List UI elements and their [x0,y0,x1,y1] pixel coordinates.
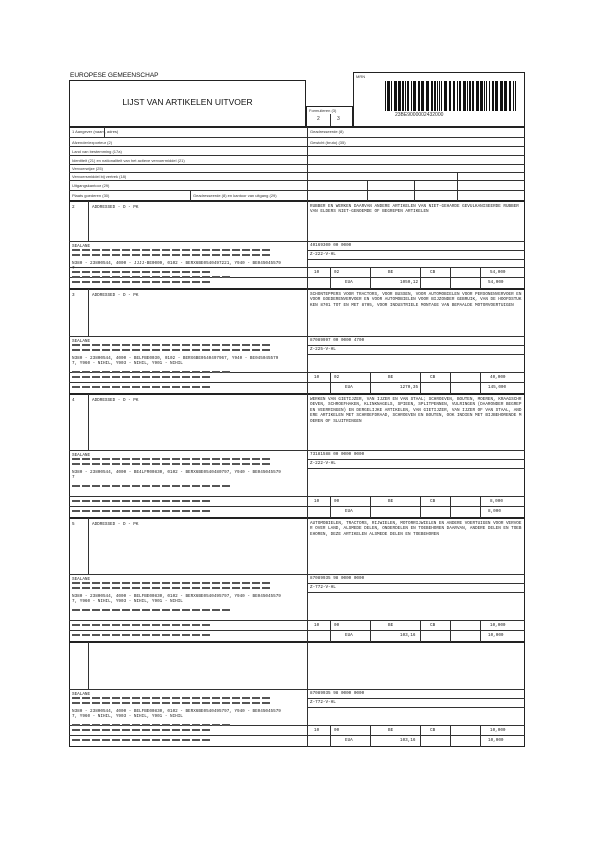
item-cell-divider [330,372,331,394]
item-dash [72,702,272,704]
item-cell-e: 8,000 [490,499,503,504]
item-cell-c: BE [388,499,394,504]
item-dash [72,697,272,699]
item-divider [88,289,89,336]
item-hs-code: 87089935 98 0000 0000 [310,576,365,581]
item-sealane: SEALANE [72,244,91,249]
barcode-bar [441,81,442,111]
item-cell-e: 10,000 [490,623,506,628]
item-line [69,620,525,621]
barcode-number: 23BE9000002432000 [395,112,444,118]
item-cell-c: BE [388,270,394,275]
item-addressed: ADDRESSED - D - PK [92,293,139,298]
item-dash [72,510,212,512]
item-line [307,345,525,346]
item-value: 103,16 [400,633,416,638]
item-line [307,336,525,337]
head-field: Afzender/exporteur (2) [72,140,113,145]
item-hs-code: 87089935 98 0000 0000 [310,691,365,696]
item-cell-d: CB [430,623,436,628]
barcode-bar [444,81,447,111]
item-cell-divider [330,267,331,289]
item-cell-b: 02 [334,375,340,380]
barcode-bar [431,81,433,111]
item-cell-a: 10 [314,375,320,380]
item-dash [72,463,272,465]
item-line [307,583,525,584]
item-sealane: SEALANE [72,339,91,344]
barcode-bar [476,81,479,111]
barcode-bar [459,81,461,111]
item-code-line: Z-225-V-HL [310,347,336,352]
item-cell-e: 54,000 [490,270,506,275]
item-cell-divider [370,496,371,518]
item-sealane: SEALANE [72,692,91,697]
item-cell-a: 10 [314,499,320,504]
item-dash [72,281,212,283]
head-row-line [69,164,525,165]
barcode-bar [495,81,498,111]
head-row-line [69,146,525,147]
head-cell-divider [367,180,368,201]
item-number: 3 [72,293,75,298]
item-reference: N380 - 23800544, 4000 - BE4LFR00830, 0102 - BERX6BE0540480797, Y940 - BE0450455797 [72,470,281,481]
barcode-bar [492,81,494,111]
barcode-bar [463,81,466,111]
head-field: Geadresseerde (8) [310,129,344,134]
item-code-line: Z-772-V-HL [310,585,336,590]
barcode-bar [472,81,474,111]
item-number: 5 [72,522,75,527]
item-description: WERKEN VAN GIETIJZER, VAN IJZER EN VAN STAAL; SCHROEVEN, BOUTEN, MOEREN, KRAAGSCHROEVEN, SCHROEFHAKEN, KLINKNAGELS, SPIEEN, SPLITPENNEN, VULRINGEN (DAARONDER BEGREPEN VEERRINGEN) EN DERGELIJKE ARTIKELEN, VAN GIETIJZER, VAN IJZER OF VAN STAAL, ANDERE ARTIKELEN MET SCHROEFDRAAD, SCHROEVEN EN BOUTEN, OOK INDIEN MET BIJBEHORENDE MOEREN OF SLUITRINGEN [310,397,522,424]
barcode-bar [385,81,386,111]
item-cell-c: BE [388,728,394,733]
item-qty: 8,000 [488,509,501,514]
item-dash [72,349,272,351]
item-line [307,574,525,575]
document-title: LIJST VAN ARTIKELEN UITVOER [122,97,253,107]
item-line [307,241,525,242]
item-description: RUBBER EN WERKEN DAARVAN ANDERE ARTIKELEN VAN NIET-GEHARDE GEVULKANISEERDE RUBBER VAN ELDERS NIET-GENOEMDE OF BEGREPEN ARTIKELEN [310,204,519,215]
barcode-bar [437,81,438,111]
barcode-bar [513,81,514,111]
head-cell-divider [457,172,458,201]
item-hs-code: 73181588 00 0000 0000 [310,452,365,457]
item-line [307,354,525,355]
item-line [69,506,525,507]
item-cell-b: 00 [334,499,340,504]
item-cell-e: 10,000 [490,728,506,733]
item-line [307,450,525,451]
barcode-bar [418,81,420,111]
head-field: Plaats goederen (30) [72,193,110,198]
item-cell-divider [480,725,481,747]
item-divider [88,642,89,689]
item-line [69,574,307,575]
item-addressed: ADDRESSED - D - PK [92,205,139,210]
item-dash [72,376,212,378]
item-cell-a: 10 [314,623,320,628]
barcode [385,81,520,111]
barcode-bar [467,81,468,111]
item-dash [72,739,212,741]
item-value: 1050,12 [400,280,419,285]
barcode-bar [391,81,392,111]
barcode-bar [457,81,458,111]
barcode-bar [434,81,436,111]
item-dash [72,634,212,636]
item-dash [72,500,212,502]
item-unit: EUA [345,738,353,743]
item-qty: 10,000 [488,633,504,638]
item-code-line: Z-222-V-HL [310,461,336,466]
barcode-bar [515,81,516,111]
item-divider [307,201,308,289]
item-number: 2 [72,205,75,210]
barcode-bar [486,81,487,111]
item-unit: EUA [345,280,353,285]
item-cell-divider [450,267,451,289]
item-line [69,382,525,383]
item-line [307,468,525,469]
barcode-bar [394,81,397,111]
item-dash [72,254,272,256]
item-qty: 145,000 [488,385,507,390]
item-line [307,592,525,593]
item-cell-divider [370,267,371,289]
item-cell-divider [450,725,451,747]
item-number: 4 [72,398,75,403]
item-cell-divider [420,620,421,642]
barcode-bar [398,81,401,111]
item-cell-divider [480,620,481,642]
item-dash [72,371,232,373]
item-cell-d: CB [430,375,436,380]
item-block [69,642,525,747]
item-dash [72,276,232,278]
item-cell-divider [450,372,451,394]
item-addressed: ADDRESSED - D - PK [92,398,139,403]
item-cell-divider [370,620,371,642]
barcode-bar [500,81,503,111]
item-line [69,241,307,242]
head-field: Uitgangskantoor (29) [72,183,110,188]
item-cell-divider [480,496,481,518]
item-cell-divider [330,496,331,518]
head-field: Geadresseerde (8) en kantoor van uitgang (29) [193,193,277,198]
item-line [69,630,525,631]
item-line [307,259,525,260]
item-cell-a: 10 [314,270,320,275]
item-divider [307,642,308,747]
barcode-bar [509,81,511,111]
barcode-bar [480,81,483,111]
barcode-bar [411,81,412,111]
item-dash [72,587,272,589]
item-cell-c: BE [388,375,394,380]
item-cell-divider [330,620,331,642]
item-cell-divider [330,725,331,747]
item-divider [307,394,308,518]
head-cell-divider [190,190,191,201]
barcode-bar [439,81,440,111]
barcode-bar [387,81,390,111]
item-line [307,698,525,699]
item-line [69,496,525,497]
barcode-bar [469,81,471,111]
item-line [69,450,307,451]
item-description: SCHONTEPPERS VOOR TRACTORS, VOOR BUSSEN, VOOR AUTOMOBIELEN VOOR PERSONENVERVOER EN VOOR GOEDERENVERVOER EN VOOR AUTOMOBIELEN VOOR BIJZONDER GEBRUIK, VAN DE HOOFDSTUKKEN 8701 TOT EN MET 8705, VOOR INDUSTRIELE MONTAGE VAN BEPAALDE MOTORVOERTUIGEN [310,292,522,308]
item-line [69,735,525,736]
item-value: 103,16 [400,738,416,743]
item-qty: 10,000 [488,738,504,743]
mrn-label: MRN [356,74,366,79]
head-field: 1 Aangever (naam, adres) [72,129,119,134]
item-dash [72,485,232,487]
item-cell-divider [420,725,421,747]
barcode-bar [402,81,404,111]
item-cell-a: 10 [314,728,320,733]
head-field: Identiteit (21) en nationaliteit van het actieve vervoermiddel (21) [72,158,185,163]
head-field: Land van bestemming (17a) [72,149,122,154]
item-value: 1270,35 [400,385,419,390]
item-line [69,689,307,690]
item-cell-divider [450,620,451,642]
item-addressed: ADDRESSED - D - PK [92,522,139,527]
item-divider [307,289,308,394]
item-cell-b: 00 [334,623,340,628]
item-divider [307,518,308,642]
item-cell-b: 00 [334,728,340,733]
item-dash [72,386,212,388]
item-reference: N380 - 23800544, 4000 - BELFBE00830, 0102 - BERX6BE0540495797, Y940 - BE0450455797, Y960 - NIHIL, Y903 - NIHIL, Y901 - NIHIL [72,709,281,720]
item-unit: EUA [345,633,353,638]
head-row-line [69,155,525,156]
head-cell-divider [414,180,415,201]
item-cell-divider [370,725,371,747]
item-cell-divider [480,372,481,394]
item-line [307,707,525,708]
page-label: Formulieren (3) [309,108,337,113]
item-dash [72,271,212,273]
item-unit: EUA [345,385,353,390]
page-divider [330,114,331,126]
barcode-bar [504,81,507,111]
item-divider [88,201,89,241]
item-line [307,689,525,690]
head-field: Gewicht (bruto) (35) [310,140,346,145]
head-field: Vervoersmiddel bij vertrek (18) [72,174,127,179]
item-cell-d: CB [430,499,436,504]
item-unit: EUA [345,509,353,514]
item-code-line: Z-222-V-HL [310,252,336,257]
item-cell-d: CB [430,728,436,733]
item-cell-b: 02 [334,270,340,275]
barcode-bar [484,81,485,111]
item-line [307,459,525,460]
item-cell-divider [420,496,421,518]
item-cell-divider [370,372,371,394]
community-label: EUROPESE GEMEENSCHAP [70,72,159,79]
item-dash [72,729,212,731]
item-hs-code: 87089997 00 0000 4700 [310,338,365,343]
head-row-line [69,137,525,138]
item-line [69,336,307,337]
item-code-line: Z-772-V-HL [310,700,336,705]
item-cell-divider [450,496,451,518]
item-cell-e: 40,000 [490,375,506,380]
item-cell-d: CB [430,270,436,275]
item-sealane: SEALANE [72,453,91,458]
item-hs-code: 40169300 00 0000 [310,243,352,248]
item-dash [72,724,232,726]
barcode-bar [407,81,409,111]
item-qty: 54,000 [488,280,504,285]
barcode-bar [489,81,490,111]
page-total: 3 [337,116,340,122]
item-dash [72,458,272,460]
barcode-bar [405,81,406,111]
item-dash [72,624,212,626]
page-number: 2 [317,116,320,122]
item-dash [72,582,272,584]
item-dash [72,344,272,346]
item-divider [88,518,89,574]
item-line [307,250,525,251]
item-description: AUTOMOBIELEN, TRACTORS, RIJWIELEN, MOTORRIJWIELEN EN ANDERE VOERTUIGEN VOOR VERVOER OVER LAND, ALSMEDE DELEN, ONDERDELEN EN TOEBEHOREN DAARVAN, ANDERE DELEN EN TOEBEHOREN, DEZE ARTIKELEN ALSMEDE DELEN EN TOEBEHOREN [310,521,522,537]
item-divider [88,394,89,450]
barcode-bar [421,81,424,111]
item-cell-divider [420,267,421,289]
item-reference: N380 - 23800544, 4000 - BELFBE0030, 0102 - BERX6BE0540497967, Y940 - BE0450455797, Y960 - NIHIL, Y903 - NIHIL, Y901 - NIHIL [72,356,279,367]
barcode-bar [413,81,416,111]
barcode-bar [453,81,455,111]
item-dash [72,249,272,251]
item-cell-divider [480,267,481,289]
item-reference: N380 - 23800544, 4000 - JJJJ-BE0009, 0102 - BERX6BE0540497221, Y940 - BE0450455797 [72,261,281,272]
item-cell-divider [420,372,421,394]
item-cell-c: BE [388,623,394,628]
item-dash [72,609,232,611]
item-reference: N380 - 23800544, 4000 - BELFBE00830, 0102 - BERX6BE0540495797, Y940 - BE0450455797, Y960 - NIHIL, Y903 - NIHIL, Y901 - NIHIL [72,594,281,605]
item-sealane: SEALANE [72,577,91,582]
barcode-bar [426,81,429,111]
head-field: Vervoerwijze (25) [72,166,103,171]
barcode-bar [449,81,451,111]
